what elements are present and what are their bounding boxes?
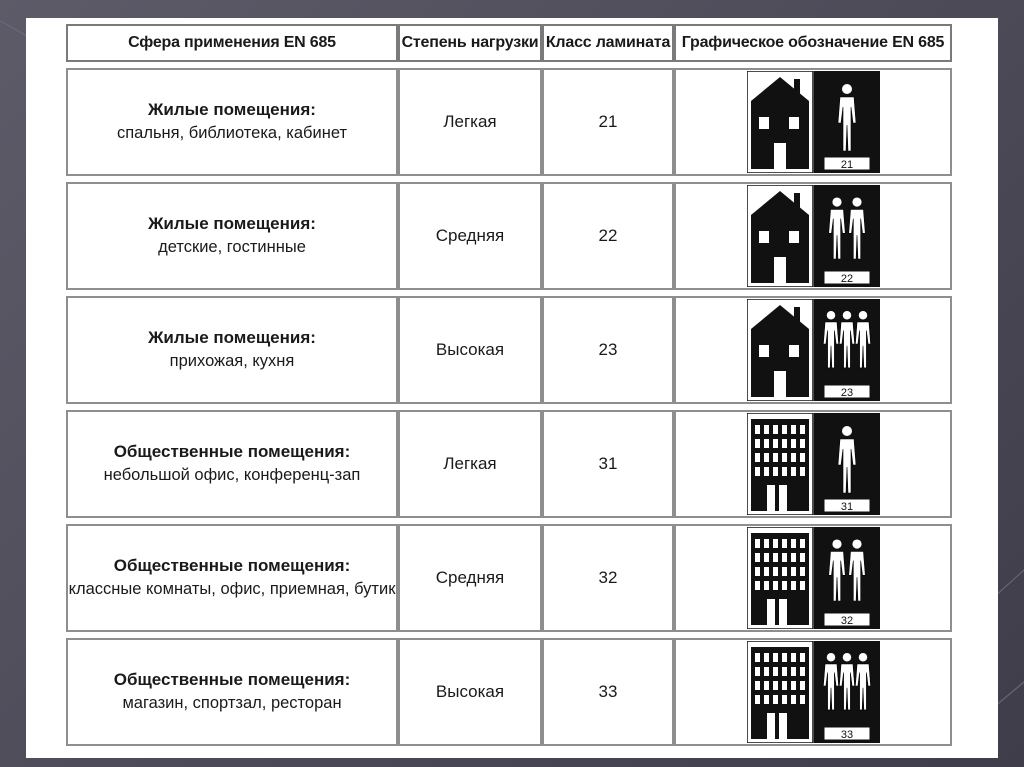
class-badge-label: 23 — [840, 387, 853, 399]
scope-cell — [66, 638, 398, 746]
en685-symbol — [747, 71, 880, 173]
scope-detail: магазин, спортзал, ресторан — [122, 694, 342, 713]
office-building-icon — [747, 413, 813, 515]
class-badge-label: 31 — [840, 501, 853, 513]
en685-symbol — [747, 185, 880, 287]
scope-title: Жилые помещения: — [148, 328, 316, 348]
symbol-cell — [674, 524, 952, 632]
laminate-class-table — [66, 24, 952, 752]
class-badge-label: 33 — [840, 729, 853, 741]
class-cell: 33 — [542, 638, 674, 746]
scope-detail: классные комнаты, офис, приемная, бутик — [68, 580, 396, 599]
scope-cell — [66, 182, 398, 290]
house-icon — [747, 299, 813, 401]
class-badge-label: 22 — [840, 273, 853, 285]
class-badge-label: 21 — [840, 159, 853, 171]
scope-detail: прихожая, кухня — [169, 352, 295, 371]
house-icon — [747, 185, 813, 287]
header-scope: Сфера применения EN 685 — [66, 24, 398, 62]
header-class: Класс ламината — [542, 24, 674, 62]
class-cell: 31 — [542, 410, 674, 518]
house-icon — [747, 71, 813, 173]
en685-symbol — [747, 413, 880, 515]
scope-title: Жилые помещения: — [148, 100, 316, 120]
class-badge-label: 32 — [840, 615, 853, 627]
office-building-icon — [747, 527, 813, 629]
en685-symbol — [747, 527, 880, 629]
symbol-cell — [674, 638, 952, 746]
scope-title: Общественные помещения: — [113, 556, 351, 576]
load-cell: Средняя — [398, 182, 542, 290]
scope-title: Общественные помещения: — [113, 442, 351, 462]
slide — [26, 18, 998, 758]
symbol-cell — [674, 296, 952, 404]
table-grid — [66, 24, 952, 752]
scope-detail: детские, гостинные — [158, 238, 306, 257]
scope-detail: спальня, библиотека, кабинет — [116, 124, 348, 143]
class-cell: 21 — [542, 68, 674, 176]
scope-cell — [66, 296, 398, 404]
class-cell: 23 — [542, 296, 674, 404]
header-symbol: Графическое обозначение EN 685 — [674, 24, 952, 62]
symbol-cell — [674, 410, 952, 518]
en685-symbol — [747, 641, 880, 743]
load-cell: Высокая — [398, 296, 542, 404]
symbol-cell — [674, 182, 952, 290]
scope-title: Общественные помещения: — [113, 670, 351, 690]
load-cell: Высокая — [398, 638, 542, 746]
load-cell: Легкая — [398, 410, 542, 518]
load-cell: Средняя — [398, 524, 542, 632]
class-cell: 32 — [542, 524, 674, 632]
scope-cell — [66, 524, 398, 632]
scope-cell — [66, 68, 398, 176]
scope-detail: небольшой офис, конференц-зап — [103, 466, 361, 485]
header-load: Степень нагрузки — [398, 24, 542, 62]
scope-title: Жилые помещения: — [148, 214, 316, 234]
class-cell: 22 — [542, 182, 674, 290]
symbol-cell — [674, 68, 952, 176]
en685-symbol — [747, 299, 880, 401]
load-cell: Легкая — [398, 68, 542, 176]
office-building-icon — [747, 641, 813, 743]
scope-cell — [66, 410, 398, 518]
